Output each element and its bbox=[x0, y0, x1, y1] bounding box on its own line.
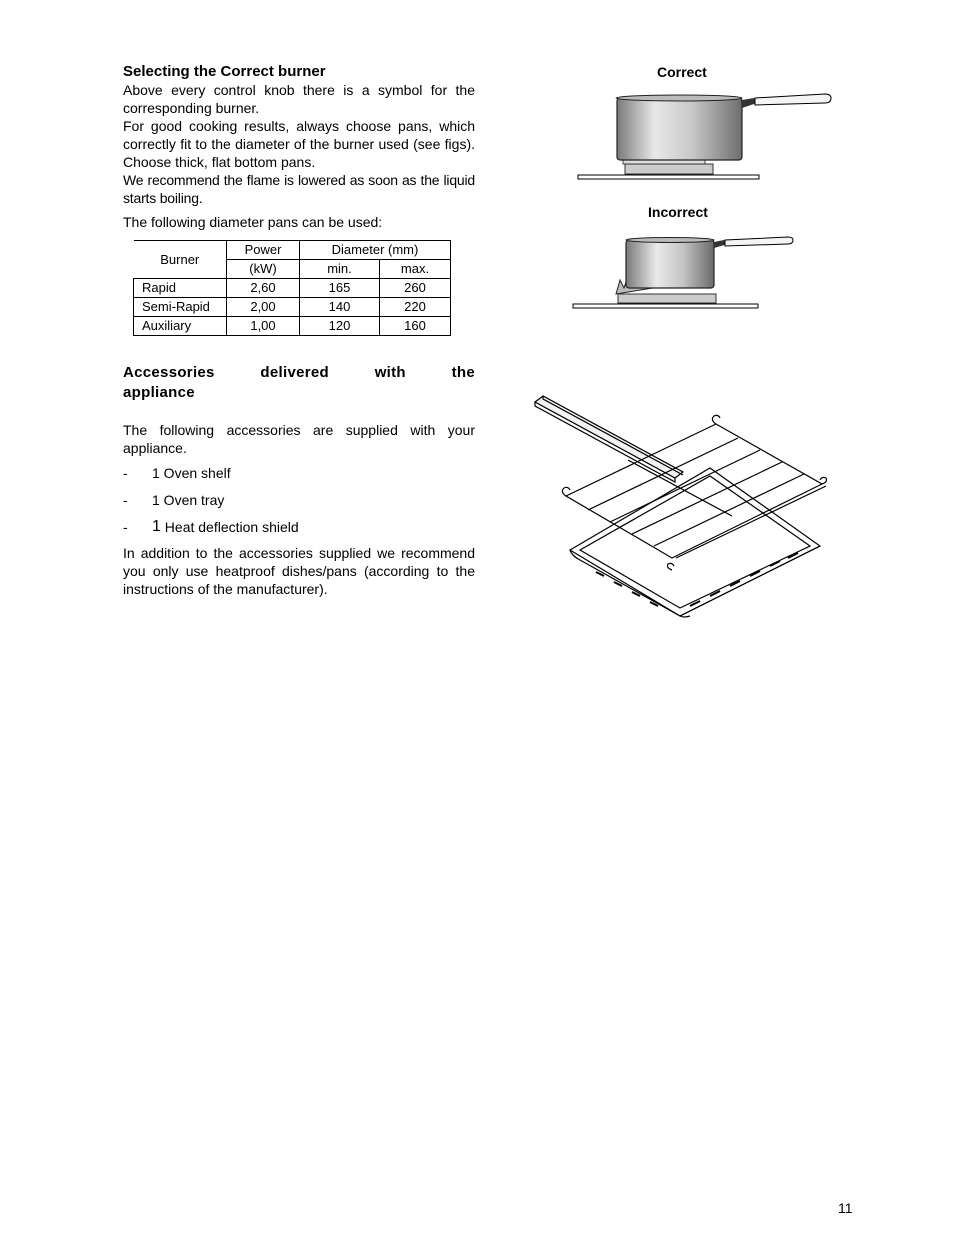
selecting-section bbox=[123, 62, 475, 231]
hob-surface bbox=[578, 175, 759, 179]
selecting-para-3: We recommend the flame is lowered as soon as the liquid starts boiling. bbox=[123, 172, 475, 206]
pan-icon bbox=[626, 240, 714, 288]
burner-icon bbox=[625, 164, 713, 174]
acc-heading-word: Accessories bbox=[123, 364, 215, 381]
header-min: min. bbox=[300, 260, 380, 279]
table-row bbox=[134, 317, 451, 336]
header-max: max. bbox=[380, 260, 451, 279]
header-diameter: Diameter (mm) bbox=[300, 241, 451, 260]
list-dash: - bbox=[123, 465, 128, 481]
selecting-para-2: For good cooking results, always choose pans, which correctly fit to the diameter of the burner used (see figs). Choose thick, flat bottom pans. bbox=[123, 118, 475, 170]
accessories-illustration bbox=[530, 392, 830, 624]
correct-label: Correct bbox=[657, 64, 707, 80]
burner-table bbox=[133, 240, 451, 336]
table-header-row bbox=[134, 241, 451, 260]
pan-handle-icon bbox=[755, 94, 831, 105]
cell-max: 160 bbox=[380, 317, 451, 336]
pan-handle-icon bbox=[725, 237, 793, 246]
page-number: 11 bbox=[838, 1200, 853, 1216]
oven-tray-icon bbox=[570, 468, 820, 617]
list-item bbox=[123, 518, 475, 545]
cell-burner: Rapid bbox=[134, 279, 227, 298]
list-item-qty: 1 bbox=[152, 518, 161, 535]
table-row bbox=[134, 279, 451, 298]
cell-max: 220 bbox=[380, 298, 451, 317]
accessories-heading bbox=[123, 363, 475, 403]
cell-power: 2,60 bbox=[227, 279, 300, 298]
cell-min: 165 bbox=[300, 279, 380, 298]
incorrect-label: Incorrect bbox=[648, 204, 708, 220]
acc-heading-word: delivered bbox=[260, 364, 329, 381]
pan-icon bbox=[617, 98, 742, 160]
header-power: Power bbox=[227, 241, 300, 260]
list-item bbox=[123, 491, 475, 518]
accessories-intro: The following accessories are supplied with your appliance. bbox=[123, 422, 475, 456]
selecting-heading: Selecting the Correct burner bbox=[123, 63, 326, 80]
pans-intro: The following diameter pans can be used: bbox=[123, 214, 383, 230]
burner-icon bbox=[618, 294, 716, 303]
list-item-label: 1 Oven shelf bbox=[152, 465, 231, 481]
hob-surface bbox=[573, 304, 758, 308]
cell-max: 260 bbox=[380, 279, 451, 298]
table-row bbox=[134, 298, 451, 317]
header-power-unit: (kW) bbox=[227, 260, 300, 279]
correct-pan-figure bbox=[575, 88, 835, 183]
selecting-para-1: Above every control knob there is a symbol for the corresponding burner. bbox=[123, 82, 475, 116]
list-item bbox=[123, 464, 475, 491]
list-dash: - bbox=[123, 492, 128, 508]
list-item-label: Heat deflection shield bbox=[164, 519, 299, 535]
acc-heading-line2: appliance bbox=[123, 384, 195, 401]
incorrect-pan-figure bbox=[570, 234, 810, 314]
list-dash: - bbox=[123, 519, 128, 535]
cell-burner: Semi-Rapid bbox=[134, 298, 227, 317]
heat-deflection-shield-icon bbox=[535, 396, 683, 482]
header-burner: Burner bbox=[134, 241, 227, 279]
cell-power: 2,00 bbox=[227, 298, 300, 317]
cell-power: 1,00 bbox=[227, 317, 300, 336]
acc-heading-word: with bbox=[374, 364, 406, 381]
accessories-list bbox=[123, 464, 475, 545]
cell-burner: Auxiliary bbox=[134, 317, 227, 336]
list-item-label: 1 Oven tray bbox=[152, 492, 225, 508]
acc-heading-word: the bbox=[451, 364, 475, 381]
cell-min: 140 bbox=[300, 298, 380, 317]
accessories-outro: In addition to the accessories supplied we recommend you only use heatproof dishes/pans (according to the instructions of the manufacturer). bbox=[123, 545, 475, 597]
cell-min: 120 bbox=[300, 317, 380, 336]
